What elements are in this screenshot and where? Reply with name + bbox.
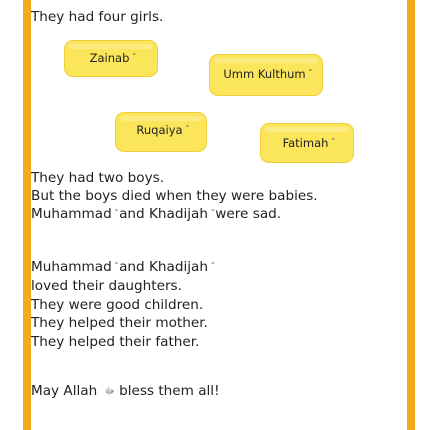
name-pill-fatimah xyxy=(260,123,354,163)
boys-line-1: They had two boys. xyxy=(31,170,165,186)
pill-label: Zainab xyxy=(89,51,130,65)
name-pill-umm-kulthum xyxy=(209,54,323,96)
jalla-jalaluhu-glyph: ﷻ xyxy=(104,387,115,397)
daughters-line-3: They were good children. xyxy=(31,297,204,313)
closing-line: May Allah ﷻ bless them all! xyxy=(31,383,220,399)
pill-label: Fatimah xyxy=(282,136,329,150)
name-pill-zainab xyxy=(64,40,158,77)
daughters-line-2: loved their daughters. xyxy=(31,278,182,294)
boys-line-2: But the boys died when they were babies. xyxy=(31,188,318,204)
pill-label: Ruqaiya xyxy=(136,123,183,137)
right-border-strip xyxy=(407,0,415,430)
pill-label: Umm Kulthum xyxy=(223,67,306,81)
story-page xyxy=(31,0,407,430)
daughters-line-5: They helped their father. xyxy=(31,334,200,350)
name-pill-ruqaiya xyxy=(115,112,207,152)
daughters-line-4: They helped their mother. xyxy=(31,315,208,331)
left-border-strip xyxy=(23,0,31,430)
boys-line-3: Muhammad and Khadijah were sad. xyxy=(31,206,282,222)
intro-line: They had four girls. xyxy=(31,9,164,25)
daughters-line-1: Muhammad and Khadijah xyxy=(31,259,208,275)
